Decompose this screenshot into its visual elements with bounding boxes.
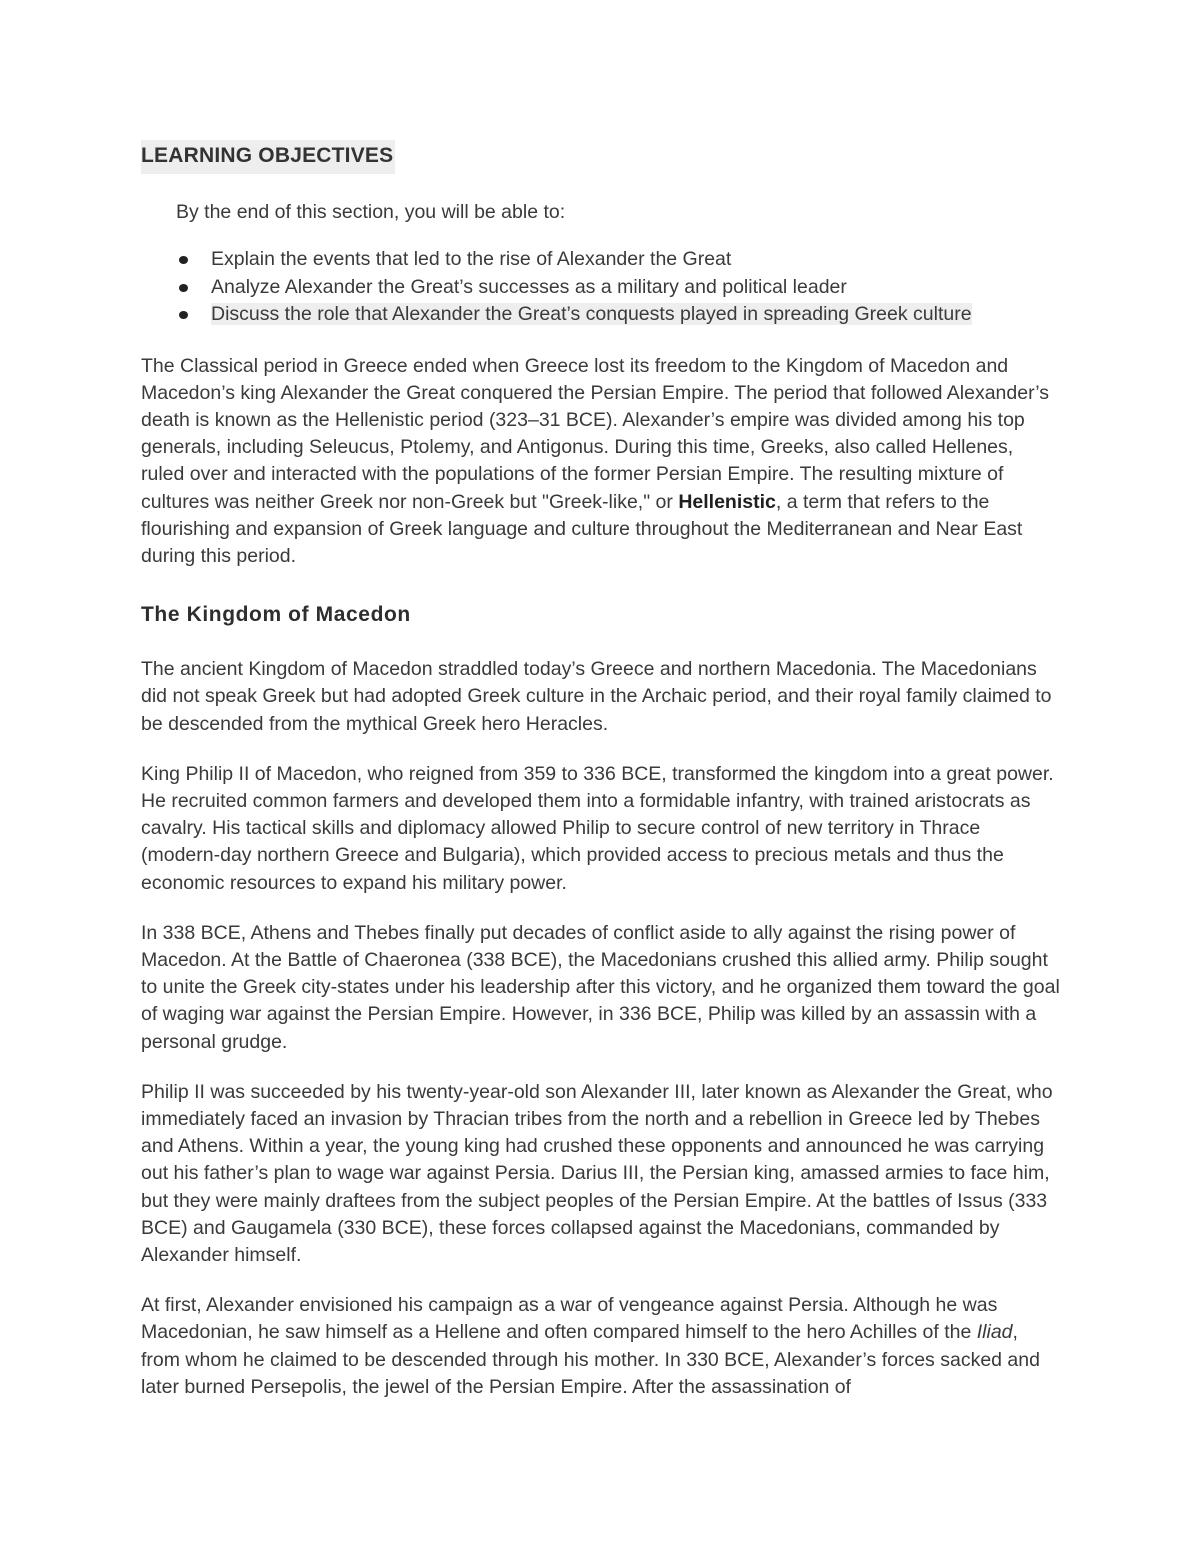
body-paragraph-last <box>141 1292 1061 1401</box>
last-paragraph-end: , from whom he claimed to be descended through his mother. In 330 BCE, Alexander’s forces sacked and later burned Persepolis, the jewel of the Persian Empire. After the assassination of <box>141 1321 1040 1398</box>
bullet-icon <box>179 284 188 292</box>
objective-item <box>176 301 1061 329</box>
learning-objectives-heading: LEARNING OBJECTIVES <box>141 140 395 174</box>
objective-text: Analyze Alexander the Great’s successes as a military and political leader <box>211 275 847 298</box>
objectives-list <box>176 246 1061 329</box>
body-paragraph: The ancient Kingdom of Macedon straddled today’s Greece and northern Macedonia. The Macedonians did not speak Greek but had adopted Greek culture in the Archaic period, and their royal family claimed to be descended from the mythical Greek hero Heracles. <box>141 658 1052 735</box>
last-paragraph-start: At first, Alexander envisioned his campaign as a war of vengeance against Persia. Although he was Macedonian, he saw himself as a Hellene and often compared himself to the hero Achilles of the <box>141 1294 998 1344</box>
bullet-icon <box>179 311 188 319</box>
iliad-title: Iliad <box>976 1321 1013 1344</box>
body-paragraph: In 338 BCE, Athens and Thebes finally put decades of conflict aside to ally against the rising power of Macedon. At the Battle of Chaeronea (338 BCE), the Macedonians crushed this allied army. Philip sought to unite the Greek city-states under his leadership after this victory, and he organized them toward the goal of waging war against the Persian Empire. However, in 336 BCE, Philip was killed by an assassin with a personal grudge. <box>141 921 1060 1053</box>
intro-text-end: , a term that refers to the flourishing and expansion of Greek language and culture throughout the Mediterranean and Near East during this period. <box>141 490 1023 567</box>
body-paragraph: Philip II was succeeded by his twenty-year-old son Alexander III, later known as Alexander the Great, who immediately faced an invasion by Thracian tribes from the north and a rebellion in Greece led by Thebes and Athens. Within a year, the young king had crushed these opponents and announced he was carrying out his father’s plan to wage war against Persia. Darius III, the Persian king, amassed armies to face him, but they were mainly draftees from the subject peoples of the Persian Empire. At the battles of Issus (333 BCE) and Gaugamela (330 BCE), these forces collapsed against the Macedonians, commanded by Alexander himself. <box>141 1080 1053 1266</box>
intro-text-start: The Classical period in Greece ended when Greece lost its freedom to the Kingdom of Macedon and Macedon’s king Alexander the Great conquered the Persian Empire. The period that followed Alexander’s death is known as the Hellenistic period (323–31 BCE). Alexander’s empire was divided among his top generals, including Seleucus, Ptolemy, and Antigonus. During this time, Greeks, also called Hellenes, ruled over and interacted with the populations of the former Persian Empire. The resulting mixture of cultures was neither Greek nor non-Greek but "Greek-like," or <box>141 354 1050 513</box>
objective-text: Discuss the role that Alexander the Great’s conquests played in spreading Greek culture <box>211 303 972 325</box>
hellenistic-term: Hellenistic <box>678 490 776 513</box>
objective-item <box>176 274 1061 302</box>
objective-text: Explain the events that led to the rise of Alexander the Great <box>211 248 732 270</box>
document-page <box>141 140 1061 1401</box>
objective-item <box>176 246 1061 274</box>
section-heading-kingdom-of-macedon: The Kingdom of Macedon <box>141 603 411 627</box>
body-paragraph: King Philip II of Macedon, who reigned from 359 to 336 BCE, transformed the kingdom into a great power. He recruited common farmers and developed them into a formidable infantry, with trained aristocrats as cavalry. His tactical skills and diplomacy allowed Philip to secure control of new territory in Thrace (modern-day northern Greece and Bulgaria), which provided access to precious metals and thus the economic resources to expand his military power. <box>141 762 1054 894</box>
intro-paragraph <box>141 353 1061 571</box>
bullet-icon <box>179 256 188 264</box>
objectives-intro: By the end of this section, you will be able to: <box>176 201 566 223</box>
